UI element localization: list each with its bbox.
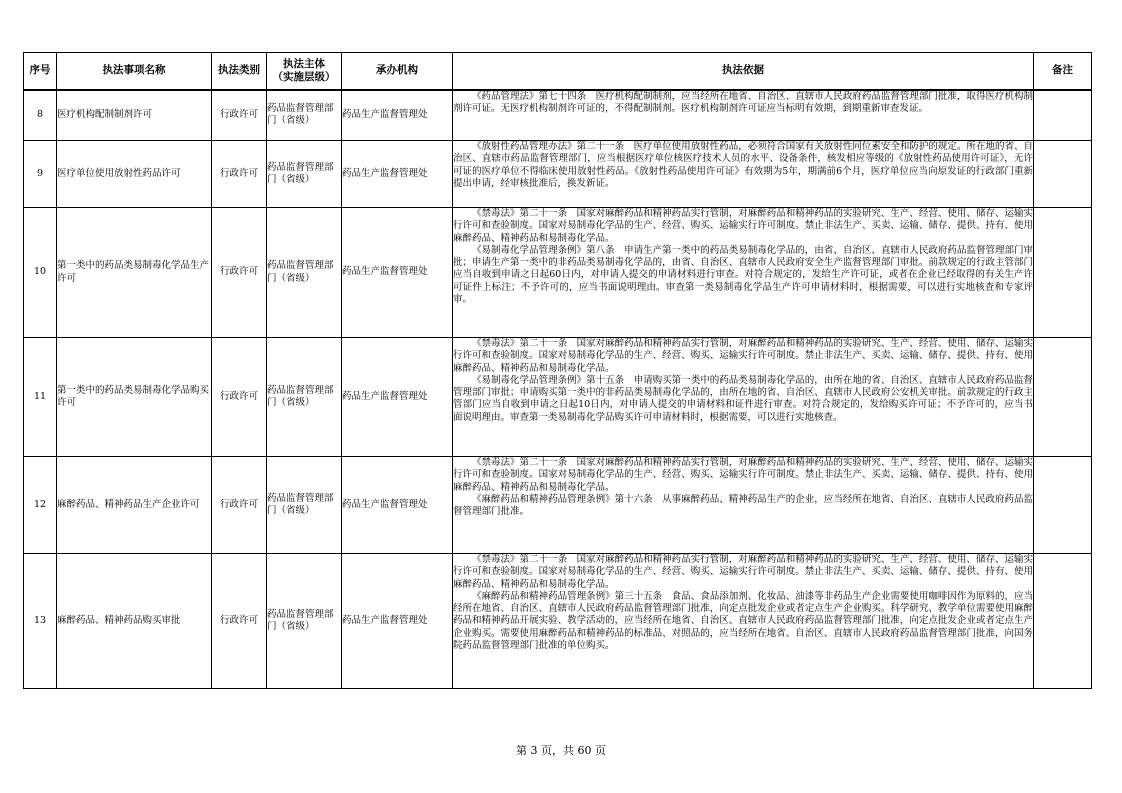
handling-org: 药品生产监督管理处 — [342, 141, 453, 208]
handling-org: 药品生产监督管理处 — [342, 90, 453, 141]
remark — [1034, 457, 1092, 554]
enforcement-type: 行政许可 — [212, 554, 267, 689]
item-name: 第一类中的药品类易制毒化学品生产许可 — [57, 208, 212, 338]
header-type: 执法类别 — [212, 53, 267, 90]
item-name: 第一类中的药品类易制毒化学品购买许可 — [57, 338, 212, 457]
handling-org: 药品生产监督管理处 — [342, 338, 453, 457]
row-number: 11 — [24, 338, 57, 457]
header-no: 序号 — [24, 53, 57, 90]
header-subject-line1: 执法主体 — [283, 57, 325, 70]
table-row — [24, 141, 1092, 208]
page-footer: 第 3 页，共 60 页 — [516, 744, 606, 757]
legal-basis-paragraph: 《禁毒法》第二十一条 国家对麻醉药品和精神药品实行管制，对麻醉药品和精神药品的实验研究、生产、经营、使用、储存、运输实行许可和查验制度。国家对易制毒化学品的生产、经营、购买、运输实行许可制度。禁止非法生产、买卖、运输、储存、提供、持有、使用麻醉药品、精神药品和易制毒化学品。 — [453, 208, 1033, 244]
enforcement-type: 行政许可 — [212, 457, 267, 554]
legal-basis-paragraph: 《放射性药品管理办法》第二十一条 医疗单位使用放射性药品，必须符合国家有关放射性同位素安全和防护的规定。所在地的省、自治区、直辖市药品监督管理部门，应当根据医疗单位核医疗技术人员的水平、设备条件，核发相应等级的《放射性药品使用许可证》，无许可证的医疗单位不得临床使用放射性药品。《放射性药品使用许可证》有效期为5年，期满前6个月，医疗单位应当向原发证的行政部门重新提出申请，经审核批准后，换发新证。 — [453, 141, 1033, 189]
enforcement-subject: 药品监督管理部门（省级） — [267, 554, 342, 689]
header-subject — [267, 53, 342, 90]
legal-basis — [453, 208, 1034, 338]
remark — [1034, 90, 1092, 141]
header-row — [24, 53, 1092, 90]
legal-basis — [453, 90, 1034, 141]
row-number: 13 — [24, 554, 57, 689]
legal-basis — [453, 554, 1034, 689]
enforcement-type: 行政许可 — [212, 338, 267, 457]
handling-org: 药品生产监督管理处 — [342, 457, 453, 554]
enforcement-subject: 药品监督管理部门（省级） — [267, 90, 342, 141]
enforcement-subject: 药品监督管理部门（省级） — [267, 141, 342, 208]
remark — [1034, 141, 1092, 208]
legal-basis — [453, 141, 1034, 208]
header-basis: 执法依据 — [453, 53, 1034, 90]
header-subject-line2: （实施层级） — [272, 70, 336, 83]
enforcement-table — [23, 52, 1092, 689]
table-row — [24, 457, 1092, 554]
handling-org: 药品生产监督管理处 — [342, 554, 453, 689]
legal-basis — [453, 457, 1034, 554]
header-note: 备注 — [1034, 53, 1092, 90]
remark — [1034, 208, 1092, 338]
enforcement-subject: 药品监督管理部门（省级） — [267, 457, 342, 554]
legal-basis-paragraph: 《药品管理法》第七十四条 医疗机构配制制剂，应当经所在地省、自治区、直辖市人民政府药品监督管理部门批准，取得医疗机构制剂许可证。无医疗机构制剂许可证的，不得配制制剂。医疗机构制剂许可证应当标明有效期，到期重新审查发证。 — [453, 90, 1033, 114]
row-number: 8 — [24, 90, 57, 141]
item-name: 麻醉药品、精神药品生产企业许可 — [57, 457, 212, 554]
legal-basis-paragraph: 《麻醉药品和精神药品管理条例》第十六条 从事麻醉药品、精神药品生产的企业，应当经所在地省、自治区、直辖市人民政府药品监督管理部门批准。 — [453, 493, 1033, 518]
row-number: 12 — [24, 457, 57, 554]
enforcement-subject: 药品监督管理部门（省级） — [267, 208, 342, 338]
legal-basis-paragraph: 《麻醉药品和精神药品管理条例》第三十五条 食品、食品添加剂、化妆品、油漆等非药品生产企业需要使用咖啡因作为原料的，应当经所在地省、自治区、直辖市人民政府药品监督管理部门批准，向定点批发企业或者定点生产企业购买。科学研究、教学单位需要使用麻醉药品和精神药品开展实验、教学活动的，应当经所在地省、自治区、直辖市人民政府药品监督管理部门批准，向定点批发企业或者定点生产企业购买。需要使用麻醉药品和精神药品的标准品、对照品的，应当经所在地省、自治区、直辖市人民政府药品监督管理部门批准，向国务院药品监督管理部门批准的单位购买。 — [453, 590, 1033, 652]
legal-basis-paragraph: 《易制毒化学品管理条例》第十五条 申请购买第一类中的药品类易制毒化学品的，由所在地的省、自治区、直辖市人民政府药品监督管理部门审批；申请购买第一类中的非药品类易制毒化学品的，由所在地的省、自治区、直辖市人民政府公安机关审批。前款规定的行政主管部门应当自收到申请之日起10日内，对申请人提交的申请材料和证件进行审查。对符合规定的，发给购买许可证；不予许可的，应当书面说明理由。审查第一类易制毒化学品购买许可申请材料时，根据需要，可以进行实地核查。 — [453, 374, 1033, 423]
item-name: 医疗单位使用放射性药品许可 — [57, 141, 212, 208]
row-number: 10 — [24, 208, 57, 338]
table-row — [24, 338, 1092, 457]
remark — [1034, 338, 1092, 457]
legal-basis — [453, 338, 1034, 457]
legal-basis-paragraph: 《禁毒法》第二十一条 国家对麻醉药品和精神药品实行管制，对麻醉药品和精神药品的实验研究、生产、经营、使用、储存、运输实行许可和查验制度。国家对易制毒化学品的生产、经营、购买、运输实行许可制度。禁止非法生产、买卖、运输、储存、提供、持有、使用麻醉药品、精神药品和易制毒化学品。 — [453, 338, 1033, 374]
row-number: 9 — [24, 141, 57, 208]
legal-basis-paragraph: 《禁毒法》第二十一条 国家对麻醉药品和精神药品实行管制，对麻醉药品和精神药品的实验研究、生产、经营、使用、储存、运输实行许可和查验制度。国家对易制毒化学品的生产、经营、购买、运输实行许可制度。禁止非法生产、买卖、运输、储存、提供、持有、使用麻醉药品、精神药品和易制毒化学品。 — [453, 457, 1033, 493]
header-name: 执法事项名称 — [57, 53, 212, 90]
enforcement-type: 行政许可 — [212, 90, 267, 141]
table-row — [24, 554, 1092, 689]
table-row — [24, 208, 1092, 338]
handling-org: 药品生产监督管理处 — [342, 208, 453, 338]
table-row — [24, 90, 1092, 141]
enforcement-subject: 药品监督管理部门（省级） — [267, 338, 342, 457]
remark — [1034, 554, 1092, 689]
enforcement-type: 行政许可 — [212, 208, 267, 338]
item-name: 麻醉药品、精神药品购买审批 — [57, 554, 212, 689]
legal-basis-paragraph: 《易制毒化学品管理条例》第八条 申请生产第一类中的药品类易制毒化学品的，由省、自治区、直辖市人民政府药品监督管理部门审批；申请生产第一类中的非药品类易制毒化学品的，由省、自治区、直辖市人民政府安全生产监督管理部门审批。前款规定的行政主管部门应当自收到申请之日起60日内，对申请人提交的申请材料进行审查。对符合规定的，发给生产许可证，或者在企业已经取得的有关生产许可证件上标注；不予许可的，应当书面说明理由。审查第一类易制毒化学品生产许可申请材料时，根据需要，可以进行实地核查和专家评审。 — [453, 244, 1033, 306]
header-org: 承办机构 — [342, 53, 453, 90]
item-name: 医疗机构配制制剂许可 — [57, 90, 212, 141]
legal-basis-paragraph: 《禁毒法》第二十一条 国家对麻醉药品和精神药品实行管制，对麻醉药品和精神药品的实验研究、生产、经营、使用、储存、运输实行许可和查验制度。国家对易制毒化学品的生产、经营、购买、运输实行许可制度。禁止非法生产、买卖、运输、储存、提供、持有、使用麻醉药品、精神药品和易制毒化学品。 — [453, 554, 1033, 590]
enforcement-type: 行政许可 — [212, 141, 267, 208]
